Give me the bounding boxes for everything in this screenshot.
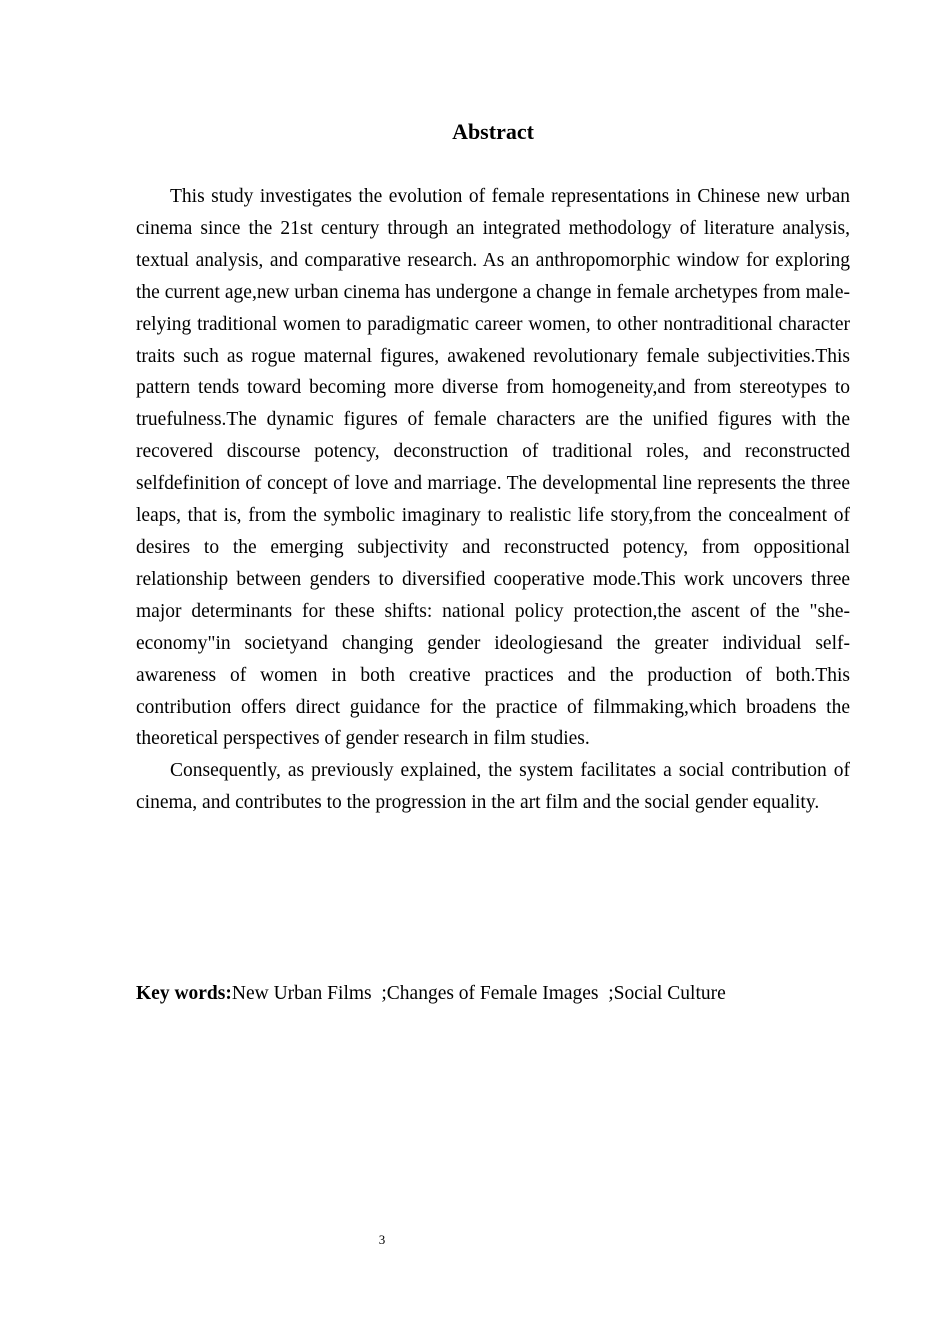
abstract-paragraph-2: Consequently, as previously explained, the system facilitates a social contribution of cinema, and contributes to the progression in the art film and the social gender equality. <box>136 760 850 814</box>
keywords-label: Key words: <box>136 983 232 1004</box>
abstract-title: Abstract <box>452 119 534 144</box>
abstract-paragraph-1: This study investigates the evolution of female representations in Chinese new urban cinema since the 21st century through an integrated methodology of literature analysis, textual analysis, and comparative research. As an anthropomorphic window for exploring the current age,new urban cinema has undergone a change in female archetypes from male-relying traditional women to paradigmatic career women, to other nontraditional character traits such as rogue maternal figures, awakened revolutionary female subjectivities.This pattern tends toward becoming more diverse from homogeneity,and from stereotypes to truefulness.The dynamic figures of female characters are the unified figures with the recovered discourse potency, deconstruction of traditional roles, and reconstructed selfdefinition of concept of love and marriage. The developmental line represents the three leaps, that is, from the symbolic imaginary to realistic life story,from the concealment of desires to the emerging subjectivity and reconstructed potency, from oppositional relationship between genders to diversified cooperative mode.This work uncovers three major determinants for these shifts: national policy protection,the ascent of the "she-economy"in societyand changing gender ideologiesand the greater individual self-awareness of women in both creative practices and the production of both.This contribution offers direct guidance for the practice of filmmaking,which broadens the theoretical perspectives of gender research in film studies. <box>136 186 850 750</box>
page-number: 3 <box>378 1232 386 1247</box>
keywords-list: New Urban Films ;Changes of Female Images ;Social Culture <box>231 983 726 1004</box>
abstract-body <box>136 181 850 819</box>
keywords-line <box>136 978 850 1009</box>
